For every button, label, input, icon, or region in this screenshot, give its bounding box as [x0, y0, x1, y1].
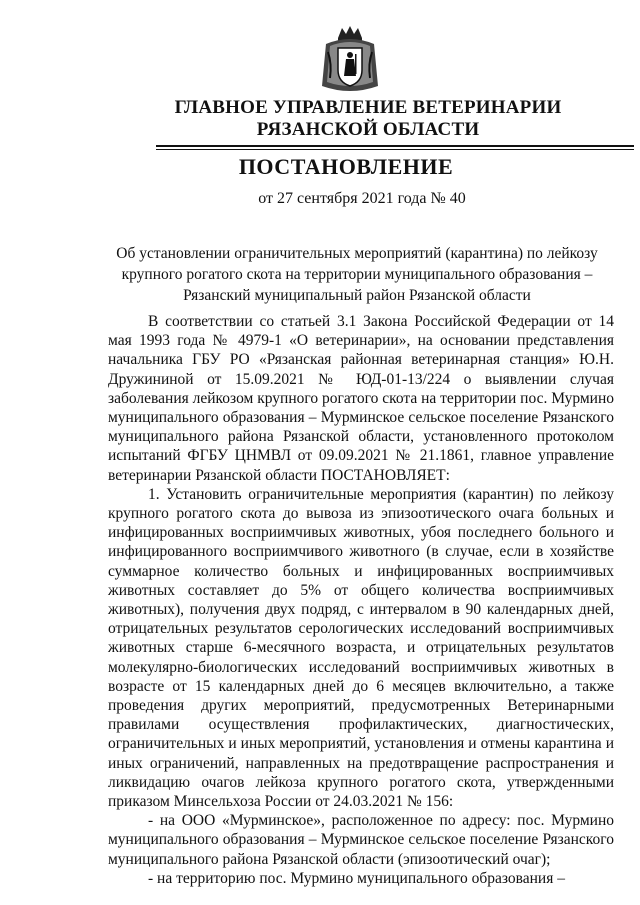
document-subject: Об установлении ограничительных мероприятий (карантина) по лейкозу крупного рогатого скота на территории муниципального образования – Рязанский муниципальный район Рязанской области [116, 245, 598, 304]
document-title: ПОСТАНОВЛЕНИЕ [238, 154, 454, 179]
ryazan-coat-of-arms-icon [318, 24, 382, 96]
preamble-paragraph: В соответствии со статьей 3.1 Закона Российской Федерации от 14 мая 1993 года № 4979-1 «О ветеринарии», на основании представления начальника ГБУ РО «Рязанская районная ветеринарная станция» Ю.Н. Дружининой от 15.09.2021 № ЮД-01-13/224 о выявлении случая заболевания лейкозом крупного рогатого скота на территории пос. Мурмино муниципального образования – Мурминское сельское поселение Рязанского муниципального района Рязанской области, установленного протоколом испытаний ФГБУ ЦНМВЛ от 09.09.2021 № 21.1861, главное управление ветеринарии Рязанской области ПОСТАНОВЛЯЕТ: [108, 313, 615, 484]
document-date-number: от 27 сентября 2021 года № 40 [258, 190, 466, 207]
org-name-line1: ГЛАВНОЕ УПРАВЛЕНИЕ ВЕТЕРИНАРИИ [174, 97, 562, 118]
header-divider-thick [156, 145, 634, 147]
bullet-1-paragraph: - на ООО «Мурминское», расположенное по адресу: пос. Мурмино муниципального образования – Мурминское сельское поселение Рязанского муниципального района Рязанской области (эпизоотический очаг); [108, 812, 614, 868]
header-divider-thin [156, 149, 634, 150]
org-name-line2: РЯЗАНСКОЙ ОБЛАСТИ [256, 119, 480, 140]
bullet-2-paragraph: - на территорию пос. Мурмино муниципального образования – [148, 869, 565, 887]
item-1-paragraph: 1. Установить ограничительные мероприятия (карантин) по лейкозу крупного рогатого скота до вывоза из эпизоотического очага больных и инфицированных восприимчивых животных, убоя последнего больного и инфицированного восприимчивого животного (в случае, если в хозяйстве суммарное количество больных и инфицированных восприимчивых животных составляет до 5% от общего количества восприимчивых животных), получения двух подряд, с интервалом в 90 календарных дней, отрицательных результатов серологических исследований восприимчивых животных старше 6-месячного возраста, и отрицательных результатов молекулярно-биологических исследований восприимчивых животных в возрасте от 15 календарных дней до 6 месяцев включительно, а также проведения других мероприятий, предусмотренных Ветеринарными правилами осуществления профилактических, диагностических, ограничительных и иных мероприятий, установления и отмены карантина и иных ограничений, направленных на предотвращение распространения и ликвидацию очагов лейкоза крупного рогатого скота, утвержденными приказом Минсельхоза России от 24.03.2021 № 156: [108, 485, 614, 811]
document-body [108, 312, 614, 888]
